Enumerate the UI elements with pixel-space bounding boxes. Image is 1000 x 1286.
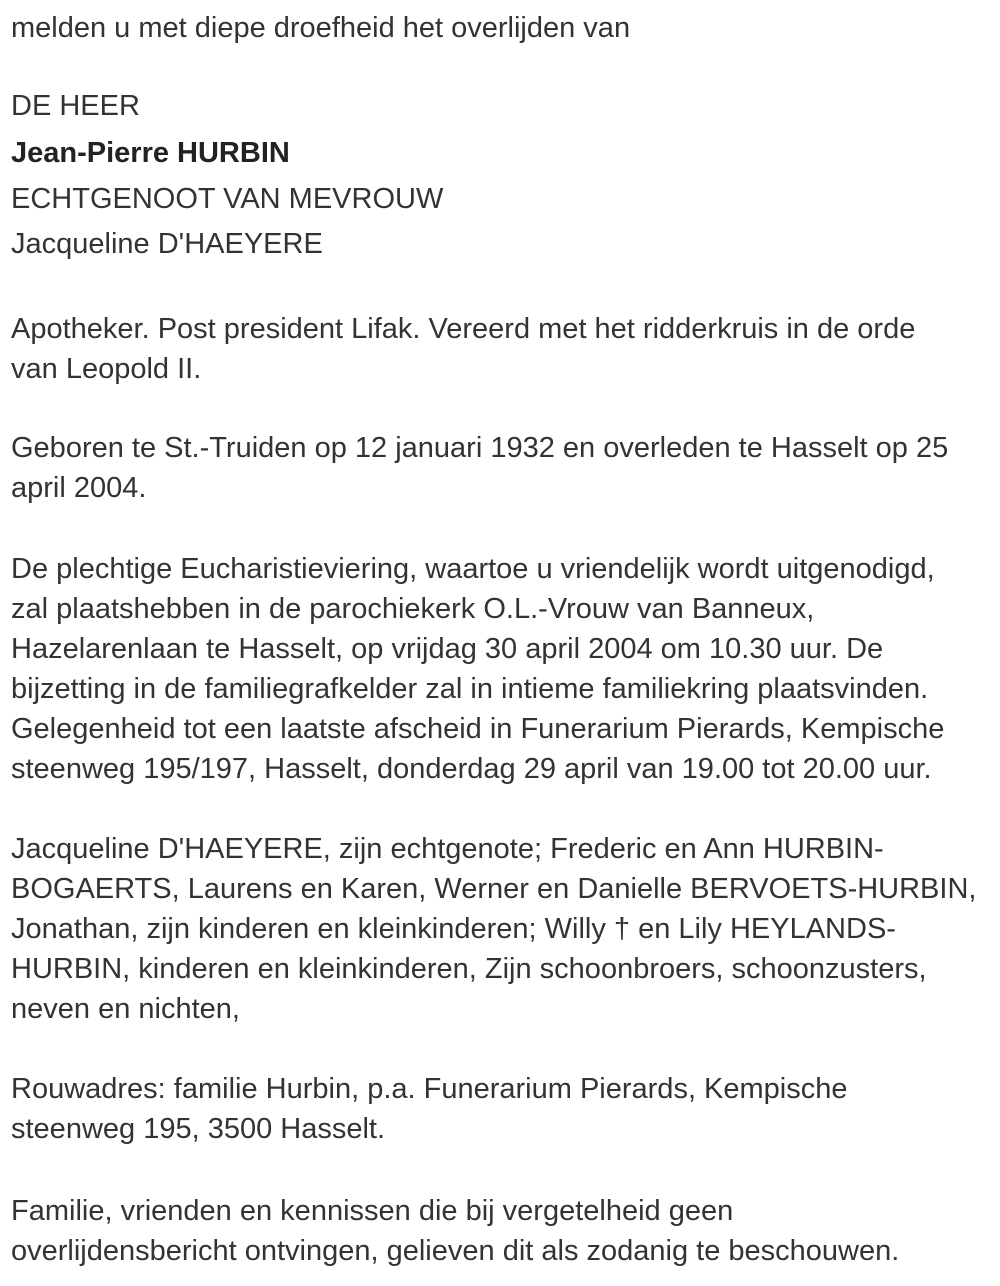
salutation-line (11, 86, 980, 126)
spouse-name-line (11, 224, 980, 264)
titles-paragraph (11, 309, 980, 389)
text-line: De plechtige Eucharistieviering, waartoe u vriendelijk wordt uitgenodigd, (11, 553, 935, 585)
text-line: Geboren te St.-Truiden op 12 januari 1932 en overleden te Hasselt op 25 (11, 432, 949, 464)
text-line: Jacqueline D'HAEYERE, zijn echtgenote; Frederic en Ann HURBIN- (11, 833, 884, 865)
text-line: bijzetting in de familiegrafkelder zal in intieme familiekring plaatsvinden. (11, 673, 929, 705)
deceased-name-line (11, 133, 980, 173)
salutation-text: DE HEER (11, 90, 140, 122)
spouse-name-text: Jacqueline D'HAEYERE (11, 228, 323, 260)
text-line: neven en nichten, (11, 993, 240, 1025)
text-line-with-dagger: Jonathan, zijn kinderen en kleinkinderen; Willy † en Lily HEYLANDS- (11, 913, 896, 945)
deceased-name-text: Jean-Pierre HURBIN (11, 137, 290, 169)
mourning-address-paragraph (11, 1069, 980, 1149)
text-line: steenweg 195, 3500 Hasselt. (11, 1113, 386, 1145)
text-line: Gelegenheid tot een laatste afscheid in Funerarium Pierards, Kempische (11, 713, 945, 745)
text-line: Hazelarenlaan te Hasselt, op vrijdag 30 april 2004 om 10.30 uur. De (11, 633, 884, 665)
relation-line (11, 179, 980, 219)
text-line: zal plaatshebben in de parochiekerk O.L.-Vrouw van Banneux, (11, 593, 815, 625)
intro-text: melden u met diepe droefheid het overlijden van (11, 12, 631, 44)
life-dates-paragraph (11, 428, 980, 508)
intro-paragraph (11, 8, 980, 48)
text-line: steenweg 195/197, Hasselt, donderdag 29 april van 19.00 tot 20.00 uur. (11, 753, 932, 785)
text-line: van Leopold II. (11, 353, 202, 385)
text-line: Familie, vrienden en kennissen die bij vergetelheid geen (11, 1195, 734, 1227)
apology-paragraph (11, 1191, 980, 1271)
text-line: HURBIN, kinderen en kleinkinderen, Zijn schoonbroers, schoonzusters, (11, 953, 927, 985)
text-line: BOGAERTS, Laurens en Karen, Werner en Danielle BERVOETS-HURBIN, (11, 873, 977, 905)
text-line: april 2004. (11, 472, 147, 504)
text-line: Apotheker. Post president Lifak. Vereerd met het ridderkruis in de orde (11, 313, 916, 345)
text-line: Rouwadres: familie Hurbin, p.a. Funerarium Pierards, Kempische (11, 1073, 848, 1105)
service-paragraph (11, 549, 980, 789)
relation-text: ECHTGENOOT VAN MEVROUW (11, 183, 444, 215)
text-line: overlijdensbericht ontvingen, gelieven dit als zodanig te beschouwen. (11, 1235, 900, 1267)
family-paragraph (11, 829, 980, 1029)
